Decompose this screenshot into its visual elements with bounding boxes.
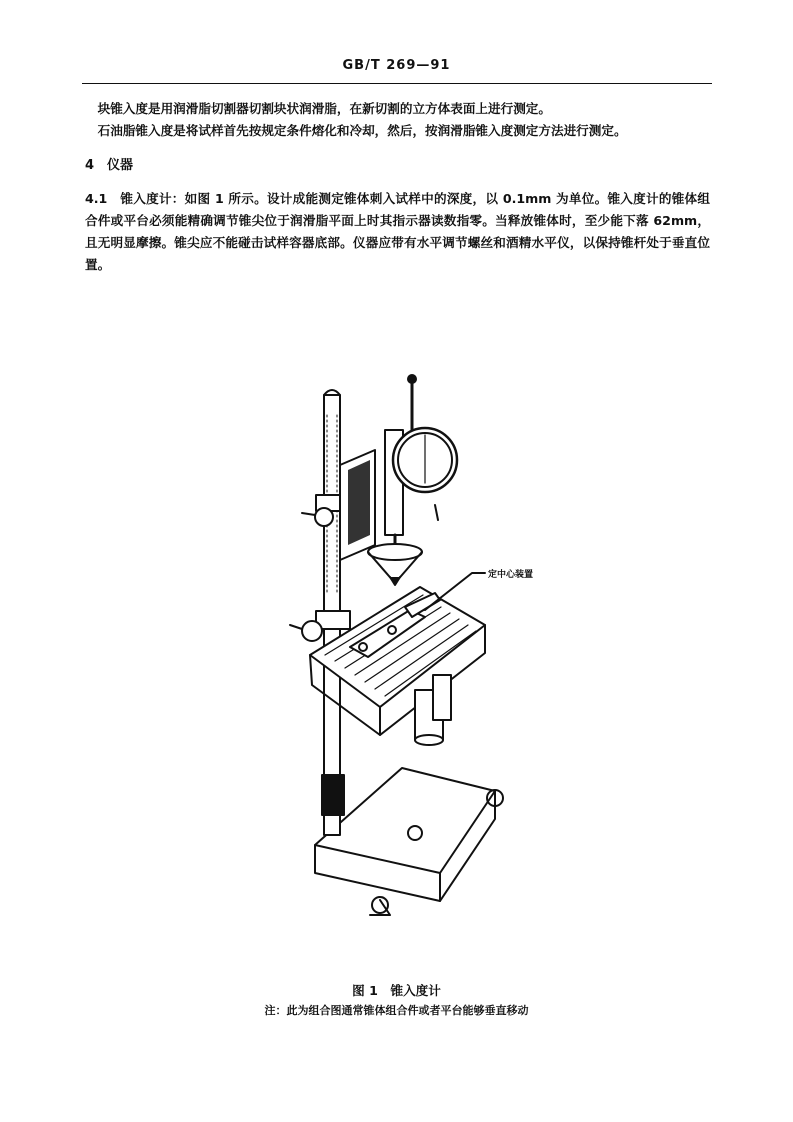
paragraph-4-1-penetrometer: 4.1 锥入度计：如图 1 所示。设计成能测定锥体刺入试样中的深度，以 0.1mm 为单位。锥入度计的锥体组合件或平台必须能精确调节锥尖位于润滑脂平面上时其指示器读数指零。当释放锥体时，至少能下落 62mm，且无明显摩擦。锥尖应不能碰击试样容器底部。仪器应带有水平调节螺丝和酒精水平仪，以保持锥杆处于垂直位置。 [85,191,710,272]
section-heading-apparatus: 4 仪器 [85,158,134,173]
figure-note: 注：此为组合图通常锥体组合件或者平台能够垂直移动 [264,1004,529,1017]
callout-centering-device-label: 定中心装置 [488,570,534,580]
paragraph-block-penetration: 块锥入度是用润滑脂切割器切割块状润滑脂，在新切割的立方体表面上进行测定。 [97,101,551,116]
paragraph-petrolatum-penetration: 石油脂锥入度是将试样首先按规定条件熔化和冷却，然后，按润滑脂锥入度测定方法进行测定。 [97,123,627,138]
standard-code-header: GB/T 269—91 [342,58,451,73]
penetrometer-drawing [240,355,540,950]
penetrometer-figure [240,355,540,954]
figure-caption: 图 1 锥入度计 [352,983,441,998]
header-rule [82,83,712,84]
